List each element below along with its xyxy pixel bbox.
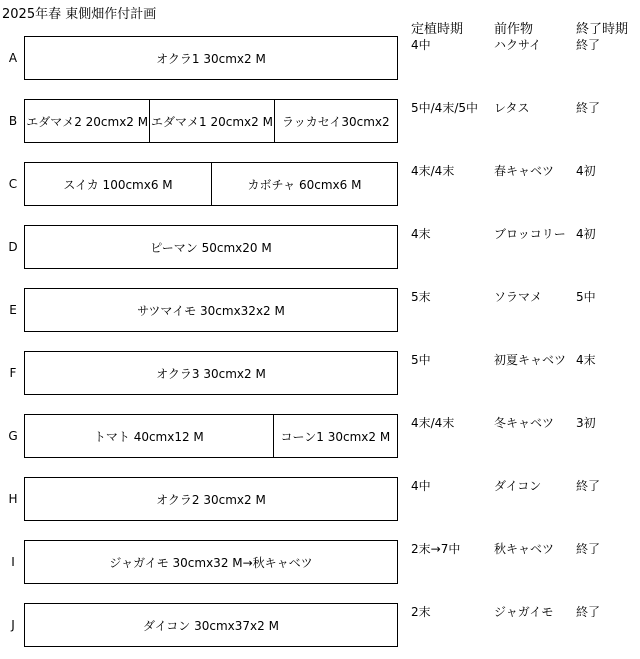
end-time: 4初 xyxy=(576,164,596,178)
bed-segment: ジャガイモ 30cmx32 M→秋キャベツ xyxy=(109,555,313,570)
row-label: B xyxy=(8,114,18,128)
row-label: I xyxy=(11,555,15,569)
previous-crop: 秋キャベツ xyxy=(494,542,555,556)
bed-segment: ダイコン 30cmx37x2 M xyxy=(143,618,279,633)
row-label: J xyxy=(11,618,15,632)
planting-time: 4中 xyxy=(411,479,431,493)
bed-segment: スイカ 100cmx6 M xyxy=(63,177,173,192)
row-label: C xyxy=(8,177,18,191)
previous-crop: ブロッコリー xyxy=(494,227,566,241)
row-label: F xyxy=(9,366,17,380)
column-header-end-time: 終了時期 xyxy=(576,22,629,37)
planting-time: 5中 xyxy=(411,353,431,367)
row-label: H xyxy=(8,492,18,506)
previous-crop: レタス xyxy=(494,101,530,115)
bed-segment: オクラ2 30cmx2 M xyxy=(156,492,266,507)
column-header-planting-time: 定植時期 xyxy=(411,22,464,37)
bed-segment: ピーマン 50cmx20 M xyxy=(150,240,272,255)
bed-segment: カボチャ 60cmx6 M xyxy=(211,163,397,205)
planting-time: 2末→7中 xyxy=(411,542,461,556)
bed-segment: オクラ3 30cmx2 M xyxy=(156,366,266,381)
column-header-previous-crop: 前作物 xyxy=(494,22,534,37)
end-time: 5中 xyxy=(576,290,596,304)
previous-crop: ダイコン xyxy=(494,479,542,493)
previous-crop: 初夏キャベツ xyxy=(494,353,567,367)
planting-time: 5中/4末/5中 xyxy=(411,101,478,115)
previous-crop: 春キャベツ xyxy=(494,164,555,178)
bed-segment: ラッカセイ30cmx2 xyxy=(274,100,397,142)
bed-plot xyxy=(24,225,398,269)
end-time: 4初 xyxy=(576,227,596,241)
bed-plot xyxy=(24,414,398,458)
planting-time: 5末 xyxy=(411,290,431,304)
bed-plot xyxy=(24,603,398,647)
bed-plot xyxy=(24,162,398,206)
bed-segment: エダマメ2 20cmx2 M xyxy=(26,114,149,129)
row-label: D xyxy=(8,240,18,254)
end-time: 終了 xyxy=(576,605,601,619)
bed-segment: オクラ1 30cmx2 M xyxy=(156,51,266,66)
bed-segment: エダマメ1 20cmx2 M xyxy=(149,100,273,142)
bed-plot xyxy=(24,99,398,143)
end-time: 3初 xyxy=(576,416,596,430)
bed-plot xyxy=(24,477,398,521)
planting-time: 2末 xyxy=(411,605,431,619)
end-time: 終了 xyxy=(576,101,601,115)
previous-crop: 冬キャベツ xyxy=(494,416,555,430)
plan-title: 2025年春 東側畑作付計画 xyxy=(2,7,157,22)
bed-plot xyxy=(24,540,398,584)
end-time: 終了 xyxy=(576,38,601,52)
row-label: G xyxy=(8,429,18,443)
row-label: E xyxy=(9,303,17,317)
bed-plot xyxy=(24,351,398,395)
row-label: A xyxy=(8,51,18,65)
planting-time: 4中 xyxy=(411,38,431,52)
planting-time: 4末 xyxy=(411,227,431,241)
bed-segment: サツマイモ 30cmx32x2 M xyxy=(137,303,285,318)
bed-segment: トマト 40cmx12 M xyxy=(93,429,204,444)
previous-crop: ハクサイ xyxy=(494,38,542,52)
previous-crop: ジャガイモ xyxy=(494,605,554,619)
planting-time: 4末/4末 xyxy=(411,164,455,178)
planting-time: 4末/4末 xyxy=(411,416,455,430)
bed-segment: コーン1 30cmx2 M xyxy=(273,415,397,457)
bed-plot xyxy=(24,288,398,332)
end-time: 終了 xyxy=(576,479,601,493)
previous-crop: ソラマメ xyxy=(494,290,543,304)
bed-plot xyxy=(24,36,398,80)
end-time: 終了 xyxy=(576,542,601,556)
end-time: 4末 xyxy=(576,353,596,367)
